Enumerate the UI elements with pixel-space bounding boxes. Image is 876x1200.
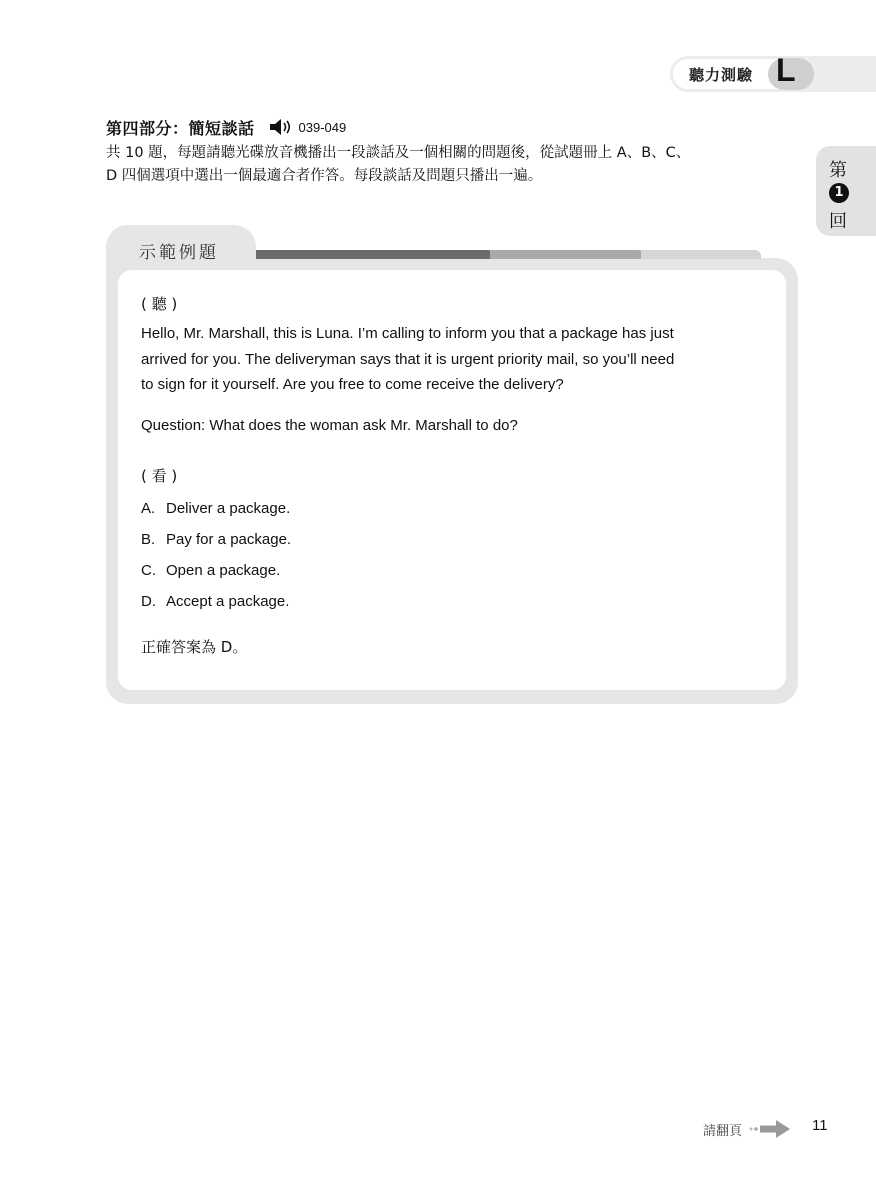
- decor-bar-mid: [490, 250, 645, 259]
- option-text: Pay for a package.: [166, 530, 292, 548]
- round-number-badge: 1: [829, 183, 849, 203]
- next-page-link[interactable]: [703, 1118, 792, 1140]
- example-label: 示範例題: [139, 243, 219, 263]
- track-code: 039-049: [298, 119, 347, 135]
- page-number: 11: [812, 1117, 828, 1134]
- listen-marker: ( 聽 ): [141, 295, 178, 313]
- section-title: 第四部分：簡短談話: [106, 118, 255, 138]
- passage-line: to sign for it yourself. Are you free to come receive the delivery?: [141, 376, 564, 393]
- option-item: [141, 524, 781, 555]
- look-marker: ( 看 ): [141, 466, 178, 485]
- section-heading: [106, 116, 346, 138]
- option-item: [141, 555, 781, 586]
- round-tab-bottom: 回: [829, 211, 847, 232]
- options-list: [141, 493, 781, 617]
- next-page-label: 請翻頁: [703, 1123, 743, 1139]
- passage-line: arrived for you. The deliveryman says that it is urgent priority mail, so you’ll need: [141, 350, 675, 368]
- option-text: Deliver a package.: [166, 499, 291, 517]
- instructions: [106, 142, 806, 188]
- decor-bar-dark: [256, 250, 494, 259]
- option-letter: C.: [141, 561, 156, 579]
- example-content: [141, 292, 781, 660]
- question: Question: What does the woman ask Mr. Marshall to do?: [141, 416, 518, 434]
- section-letter: L: [776, 52, 796, 88]
- option-item: [141, 493, 781, 524]
- speaker-icon: [269, 118, 295, 136]
- instructions-line-2: D 四個選項中選出一個最適合者作答。每段談話及問題只播出一遍。: [106, 168, 543, 184]
- correct-answer: 正確答案為 D。: [141, 637, 248, 656]
- option-letter: D.: [141, 592, 156, 610]
- header-title: 聽力測驗: [689, 66, 754, 84]
- option-letter: A.: [141, 499, 156, 517]
- passage-line: Hello, Mr. Marshall, this is Luna. I’m calling to inform you that a package has just: [141, 325, 674, 342]
- option-letter: B.: [141, 530, 156, 548]
- option-text: Accept a package.: [166, 592, 290, 610]
- instructions-line-1: 共 10 題，每題請聽光碟放音機播出一段談話及一個相關的問題後，從試題冊上 A、B、C、: [106, 145, 691, 161]
- arrow-right-icon: [748, 1118, 792, 1140]
- passage: [141, 321, 781, 398]
- option-item: [141, 586, 781, 617]
- decor-bar-light: [641, 250, 761, 259]
- option-text: Open a package.: [166, 561, 281, 579]
- round-tab-top: 第: [829, 160, 847, 181]
